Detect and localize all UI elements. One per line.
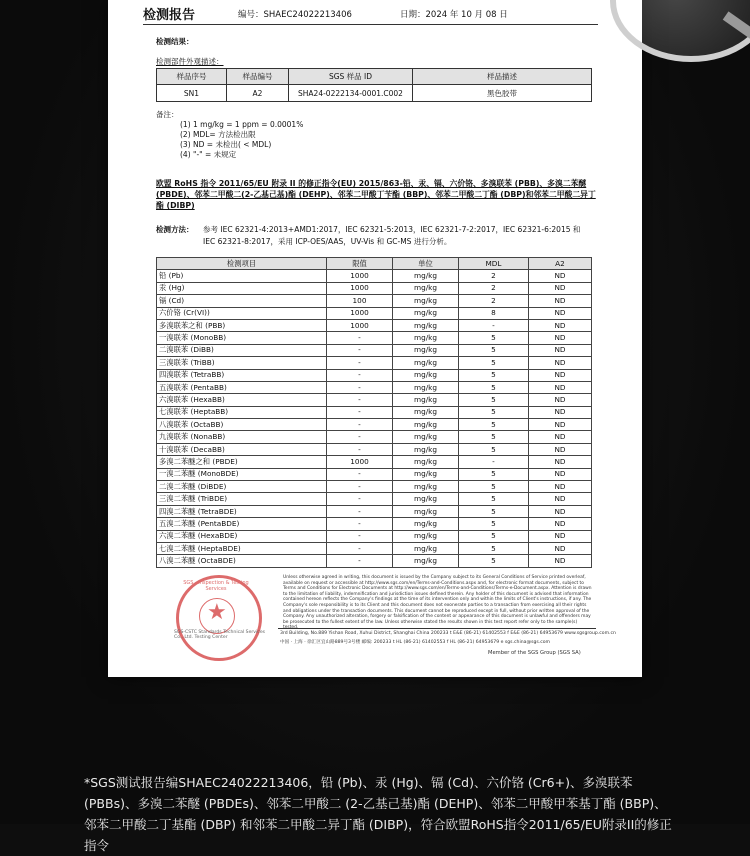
result-cell: - [327, 468, 393, 480]
result-cell: 1000 [327, 282, 393, 294]
result-cell: 5 [459, 332, 529, 344]
results-table-header [157, 258, 592, 270]
sample-table-row [157, 85, 592, 102]
result-cell: 5 [459, 369, 529, 381]
result-cell: 1000 [327, 319, 393, 331]
result-cell: - [327, 493, 393, 505]
result-cell: - [327, 344, 393, 356]
result-cell: mg/kg [393, 456, 459, 468]
test-item-cell: 五溴二苯醚 (PentaBDE) [157, 518, 327, 530]
results-table-body [157, 270, 592, 567]
note-item: (2) MDL= 方法检出限 [180, 130, 256, 139]
result-cell: ND [529, 468, 592, 480]
result-cell: mg/kg [393, 394, 459, 406]
test-item-cell: 铅 (Pb) [157, 270, 327, 282]
result-cell: 1000 [327, 270, 393, 282]
test-item-cell: 二溴联苯 (DiBB) [157, 344, 327, 356]
results-table-row [157, 319, 592, 331]
results-table-row [157, 295, 592, 307]
result-cell: - [327, 406, 393, 418]
results-table-row [157, 456, 592, 468]
test-item-cell: 多溴联苯之和 (PBB) [157, 319, 327, 331]
result-cell: - [327, 419, 393, 431]
result-cell: 5 [459, 493, 529, 505]
results-table-row [157, 406, 592, 418]
result-cell: ND [529, 369, 592, 381]
result-cell: - [327, 555, 393, 567]
result-cell: - [327, 542, 393, 554]
test-item-cell: 六溴联苯 (HexaBB) [157, 394, 327, 406]
result-cell: 5 [459, 381, 529, 393]
star-icon: ★ [207, 600, 227, 625]
method-text: 参考 IEC 62321-4:2013+AMD1:2017，IEC 62321-5:2013，IEC 62321-7-2:2017，IEC 62321-6:2015 和 IEC 62321-8:2017，采用 ICP-OES/AAS，UV-Vis 和 GC-MS 进行分析。 [203, 225, 581, 246]
results-col-header: A2 [529, 258, 592, 270]
results-table-row [157, 443, 592, 455]
result-cell: mg/kg [393, 307, 459, 319]
results-col-header: 检测项目 [157, 258, 327, 270]
result-cell: mg/kg [393, 282, 459, 294]
result-cell: mg/kg [393, 431, 459, 443]
result-cell: 1000 [327, 307, 393, 319]
result-cell: ND [529, 406, 592, 418]
test-item-cell: 镉 (Cd) [157, 295, 327, 307]
result-cell: mg/kg [393, 381, 459, 393]
result-cell: ND [529, 419, 592, 431]
result-cell: mg/kg [393, 406, 459, 418]
test-item-cell: 七溴联苯 (HeptaBB) [157, 406, 327, 418]
test-item-cell: 十溴联苯 (DecaBB) [157, 443, 327, 455]
result-cell: - [327, 357, 393, 369]
test-item-cell: 多溴二苯醚之和 (PBDE) [157, 456, 327, 468]
test-item-cell: 五溴联苯 (PentaBB) [157, 381, 327, 393]
result-cell: 5 [459, 518, 529, 530]
results-table-row [157, 555, 592, 567]
address-chinese: 中国 · 上海 · 徐汇区宜山路889号3号楼 邮编: 200233 t HL (86-21) 61402553 f HL (86-21) 64953679 e sgs.china@sgs.com [280, 640, 551, 645]
result-cell: ND [529, 530, 592, 542]
result-cell: mg/kg [393, 493, 459, 505]
result-cell: 5 [459, 481, 529, 493]
sample-table-header [157, 69, 592, 85]
result-cell: ND [529, 431, 592, 443]
test-item-cell: 一溴二苯醚 (MonoBDE) [157, 468, 327, 480]
result-cell: mg/kg [393, 295, 459, 307]
result-cell: 2 [459, 295, 529, 307]
result-cell: ND [529, 307, 592, 319]
sample-cell: SN1 [157, 85, 227, 102]
result-cell: - [459, 319, 529, 331]
test-item-cell: 三溴联苯 (TriBB) [157, 357, 327, 369]
notes [156, 110, 303, 160]
result-cell: mg/kg [393, 344, 459, 356]
result-cell: ND [529, 319, 592, 331]
test-item-cell: 四溴联苯 (TetraBB) [157, 369, 327, 381]
result-cell: - [327, 518, 393, 530]
test-item-cell: 四溴二苯醚 (TetraBDE) [157, 505, 327, 517]
results-table-row [157, 357, 592, 369]
report-title: 检测报告 [143, 8, 196, 23]
result-cell: ND [529, 332, 592, 344]
results-table-row [157, 381, 592, 393]
report-number: 编号：SHAEC24022213406 [238, 10, 352, 20]
result-cell: 5 [459, 542, 529, 554]
results-table-row [157, 307, 592, 319]
result-cell: mg/kg [393, 542, 459, 554]
result-cell: 2 [459, 270, 529, 282]
result-cell: 5 [459, 431, 529, 443]
result-cell: mg/kg [393, 555, 459, 567]
result-cell: ND [529, 505, 592, 517]
result-cell: 5 [459, 530, 529, 542]
test-report-document [108, 0, 642, 677]
stamp-ring-text: SGS · Inspection & Testing Services [183, 580, 249, 592]
rohs-heading: 欧盟 RoHS 指令 2011/65/EU 附录 II 的修正指令(EU) 2015/863-铅、汞、镉、六价铬、多溴联苯 (PBB)、多溴二苯醚 (PBDE)、邻苯二甲酸二(2-乙基己基)酯 (DEHP)、邻苯二甲酸丁苄酯 (BBP)、邻苯二甲酸二丁酯 (DBP)和邻苯二甲酸二异丁酯 (DIBP) [156, 179, 596, 210]
result-cell: ND [529, 542, 592, 554]
results-table-row [157, 394, 592, 406]
test-item-cell: 一溴联苯 (MonoBB) [157, 332, 327, 344]
results-table-row [157, 344, 592, 356]
result-cell: - [327, 369, 393, 381]
results-table-row [157, 431, 592, 443]
sample-cell: SHA24-0222134-0001.C002 [289, 85, 413, 102]
result-cell: ND [529, 456, 592, 468]
result-cell: 1000 [327, 456, 393, 468]
results-table-row [157, 518, 592, 530]
test-item-cell: 七溴二苯醚 (HeptaBDE) [157, 542, 327, 554]
results-table-row [157, 505, 592, 517]
test-item-cell: 汞 (Hg) [157, 282, 327, 294]
result-cell: mg/kg [393, 468, 459, 480]
result-cell: - [459, 456, 529, 468]
report-date: 日期：2024 年 10 月 08 日 [400, 10, 508, 20]
address-divider [278, 628, 596, 629]
result-cell: mg/kg [393, 518, 459, 530]
sample-col-header: 样品描述 [413, 69, 592, 85]
sample-table [156, 68, 592, 102]
result-cell: - [327, 394, 393, 406]
result-cell: 5 [459, 344, 529, 356]
results-table [156, 257, 592, 568]
sample-col-header: 样品序号 [157, 69, 227, 85]
method-label: 检测方法： [156, 225, 194, 234]
result-cell: - [327, 481, 393, 493]
header-divider [143, 24, 598, 25]
result-cell: mg/kg [393, 357, 459, 369]
results-table-row [157, 332, 592, 344]
result-cell: - [327, 530, 393, 542]
test-item-cell: 八溴二苯醚 (OctaBDE) [157, 555, 327, 567]
results-table-row [157, 542, 592, 554]
result-cell: - [327, 431, 393, 443]
test-item-cell: 八溴联苯 (OctaBB) [157, 419, 327, 431]
result-cell: ND [529, 443, 592, 455]
result-cell: mg/kg [393, 505, 459, 517]
results-table-row [157, 530, 592, 542]
result-cell: 5 [459, 505, 529, 517]
result-cell: mg/kg [393, 369, 459, 381]
result-cell: ND [529, 270, 592, 282]
result-cell: 5 [459, 406, 529, 418]
note-item: (1) 1 mg/kg = 1 ppm = 0.0001% [180, 120, 304, 129]
result-cell: 5 [459, 357, 529, 369]
result-cell: ND [529, 357, 592, 369]
result-cell: - [327, 332, 393, 344]
result-cell: ND [529, 295, 592, 307]
result-cell: ND [529, 394, 592, 406]
sample-cell: 黑色胶带 [413, 85, 592, 102]
result-cell: 5 [459, 419, 529, 431]
test-item-cell: 九溴联苯 (NonaBB) [157, 431, 327, 443]
test-item-cell: 六价铬 (Cr(VI)) [157, 307, 327, 319]
result-cell: - [327, 443, 393, 455]
sample-col-header: SGS 样品 ID [289, 69, 413, 85]
test-item-cell: 六溴二苯醚 (HexaBDE) [157, 530, 327, 542]
results-col-header: 限值 [327, 258, 393, 270]
result-cell: ND [529, 518, 592, 530]
test-item-cell: 二溴二苯醚 (DiBDE) [157, 481, 327, 493]
member-note: Member of the SGS Group (SGS SA) [488, 650, 581, 656]
result-cell: mg/kg [393, 530, 459, 542]
result-cell: mg/kg [393, 443, 459, 455]
note-item: (3) ND = 未检出( < MDL) [180, 140, 272, 149]
result-cell: mg/kg [393, 481, 459, 493]
results-col-header: MDL [459, 258, 529, 270]
result-cell: ND [529, 381, 592, 393]
results-label: 检测结果： [156, 37, 194, 46]
notes-title: 备注： [156, 110, 179, 119]
results-table-row [157, 468, 592, 480]
address-english: 3rd Building, No.889 Yishan Road, Xuhui District, Shanghai China 200233 t E&E (86-21) 61402553 f E&E (86-21) 64953679 www.sgsgroup.com.cn [280, 631, 616, 636]
result-cell: ND [529, 344, 592, 356]
sample-col-header: 样品编号 [227, 69, 289, 85]
result-cell: 8 [459, 307, 529, 319]
note-item: (4) "-" = 未规定 [180, 150, 237, 159]
sgs-seal-stamp [176, 575, 262, 661]
results-table-row [157, 493, 592, 505]
result-cell: mg/kg [393, 419, 459, 431]
result-cell: ND [529, 493, 592, 505]
result-cell: - [327, 381, 393, 393]
stamp-label: SGS-CSTC Standards Technical Services Co., Ltd. Testing Center [174, 630, 266, 640]
results-table-row [157, 481, 592, 493]
test-item-cell: 三溴二苯醚 (TriBDE) [157, 493, 327, 505]
results-col-header: 单位 [393, 258, 459, 270]
result-cell: ND [529, 481, 592, 493]
result-cell: mg/kg [393, 319, 459, 331]
result-cell: 5 [459, 443, 529, 455]
results-table-row [157, 282, 592, 294]
result-cell: 5 [459, 468, 529, 480]
caption-text: *SGS测试报告编SHAEC24022213406，铅 (Pb)、汞 (Hg)、镉 (Cd)、六价铬 (Cr6+)、多溴联苯 (PBBs)、多溴二苯醚 (PBDEs)、邻苯二甲酸二 (2-乙基己基)酯 (DEHP)、邻苯二甲酸甲苯基丁酯 (BBP)、邻苯二甲酸二丁基酯 (DBP) 和邻苯二甲酸二异丁酯 (DIBP)，符合欧盟RoHS指令2011/65/EU附录II的修正指令 [84, 775, 672, 853]
result-cell: 5 [459, 394, 529, 406]
results-table-row [157, 270, 592, 282]
result-cell: - [327, 505, 393, 517]
sample-cell: A2 [227, 85, 289, 102]
result-cell: ND [529, 555, 592, 567]
fine-print: Unless otherwise agreed in writing, this document is issued by the Company subject to its General Conditions of Service printed overleaf, available on request or accessible at http://www.sgs.com/en/Terms-and-Conditions.aspx and, for electronic format documents, subject to Terms and Conditions for Electronic Documents at http://www.sgs.com/en/Terms-and-Conditions/Terms-e-Document.aspx. Attention is drawn to the limitation of liability, indemnification and jurisdiction issues defined therein. Any holder of this document is advised that information contained hereon reflects the Company's findings at the time of its intervention only and within the limits of Client's instructions, if any. The Company's sole responsibility is to its Client and this document does not exonerate parties to a transaction from exercising all their rights and obligations under the transaction documents. This document cannot be reproduced except in full, without prior written approval of the Company. Any unauthorized alteration, forgery or falsification of the content or appearance of this document is unlawful and offenders may be prosecuted to the fullest extent of the law. Unless otherwise stated the results shown in this test report refer only to the sample(s) tested. [283, 575, 592, 631]
results-table-row [157, 369, 592, 381]
results-table-row [157, 419, 592, 431]
result-cell: mg/kg [393, 332, 459, 344]
result-cell: 100 [327, 295, 393, 307]
result-cell: 2 [459, 282, 529, 294]
result-cell: mg/kg [393, 270, 459, 282]
result-cell: ND [529, 282, 592, 294]
sample-description-label: 检测部件外观描述： [156, 57, 224, 66]
result-cell: 5 [459, 555, 529, 567]
